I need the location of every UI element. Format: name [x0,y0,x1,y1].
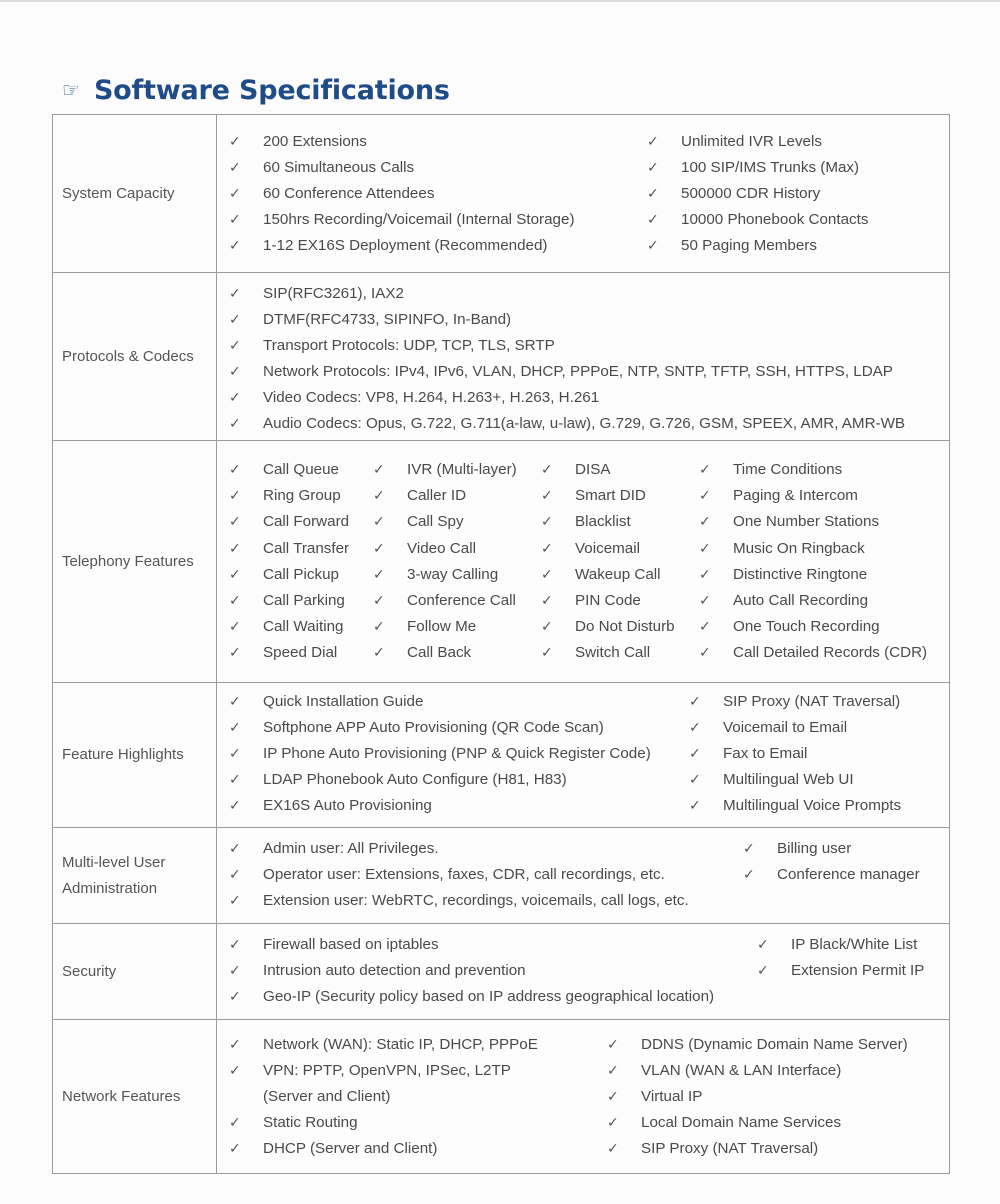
checkmark-icon: ✓ [647,186,659,202]
spec-item-text: Do Not Disturb [575,618,675,636]
spec-item-text: Local Domain Name Services [641,1114,842,1131]
spec-item [743,836,851,862]
row-content [217,273,949,440]
spec-item-text: Billing user [777,840,852,857]
spec-item [689,689,900,715]
spec-item [229,1058,511,1084]
spec-item [229,932,439,958]
spec-item-text: Network (WAN): Static IP, DHCP, PPPoE [263,1036,538,1053]
checkmark-icon: ✓ [229,212,241,228]
spec-item [229,588,345,614]
row-content [217,683,949,827]
checkmark-icon: ✓ [541,514,553,531]
spec-item [373,509,464,535]
spec-item-text: Voicemail [575,539,640,557]
spec-item-text: SIP Proxy (NAT Traversal) [641,1140,819,1157]
checkmark-icon [229,1084,263,1110]
row-label [53,828,217,923]
spec-item [229,457,339,483]
spec-item-text: Audio Codecs: Opus, G.722, G.711(a-law, u-law), G.729, G.726, GSM, SPEEX, AMR, AMR-WB [263,415,906,432]
checkmark-icon: ✓ [607,1063,619,1079]
spec-item-text: Smart DID [575,487,646,505]
spec-row [53,827,949,923]
spec-item-text: Transport Protocols: UDP, TCP, TLS, SRTP [263,337,555,354]
checkmark-icon: ✓ [699,593,711,609]
spec-item-text: IP Phone Auto Provisioning (PNP & Quick Register Code) [263,745,651,762]
spec-row [53,272,949,440]
checkmark-icon: ✓ [699,540,711,557]
spec-item-text: 10000 Phonebook Contacts [681,211,869,228]
checkmark-icon: ✓ [229,798,241,814]
spec-item [373,588,516,614]
checkmark-icon: ✓ [373,593,385,609]
spec-item [689,715,847,741]
spec-item-text: Softphone APP Auto Provisioning (QR Code Scan) [263,719,604,736]
spec-item [229,836,439,862]
checkmark-icon: ✓ [541,645,553,662]
checkmark-icon: ✓ [229,720,241,736]
checkmark-icon: ✓ [229,1037,241,1053]
spec-item-text: Extension Permit IP [791,962,925,979]
checkmark-icon: ✓ [373,462,385,478]
spec-item [541,614,675,640]
spec-item [541,483,646,509]
spec-item [699,483,858,509]
spec-item [541,562,661,588]
spec-item [541,457,610,483]
spec-item-text: Switch Call [575,644,651,662]
spec-item [647,207,868,233]
checkmark-icon: ✓ [229,286,241,302]
checkmark-icon: ✓ [699,645,711,662]
spec-item [541,640,650,666]
checkmark-icon: ✓ [229,963,241,979]
spec-item [229,385,599,411]
checkmark-icon: ✓ [229,338,241,354]
spec-item [229,1110,358,1136]
checkmark-icon: ✓ [229,841,241,857]
spec-item [229,359,893,385]
spec-item [757,958,924,984]
checkmark-icon: ✓ [743,867,755,883]
checkmark-icon: ✓ [689,720,701,736]
spec-item-text: 500000 CDR History [681,185,821,202]
spec-item [699,614,880,640]
spec-item [229,233,547,259]
spec-item [229,862,665,888]
spec-item-text: One Touch Recording [733,618,880,636]
spec-item [647,181,820,207]
spec-item-text: (Server and Client) [263,1088,391,1105]
spec-item [229,689,423,715]
spec-item-text: Call Waiting [263,618,344,636]
spec-item-text: Admin user: All Privileges. [263,840,439,857]
row-label: Feature Highlights [53,683,217,827]
spec-item-text: Quick Installation Guide [263,693,424,710]
spec-item [229,509,349,535]
spec-item [541,509,631,535]
spec-item-text: Distinctive Ringtone [733,565,868,583]
checkmark-icon: ✓ [229,893,241,909]
checkmark-icon: ✓ [229,645,241,662]
checkmark-icon: ✓ [229,364,241,380]
spec-item-text: Auto Call Recording [733,592,869,609]
checkmark-icon: ✓ [373,488,385,505]
spec-item-text: VPN: PPTP, OpenVPN, IPSec, L2TP [263,1062,511,1079]
spec-item [229,333,555,359]
spec-item [607,1058,841,1084]
spec-item-text: Call Transfer [263,539,350,557]
spec-item [229,536,349,562]
spec-item [699,536,865,562]
spec-item [607,1032,908,1058]
spec-item [229,483,341,509]
spec-item [229,411,905,437]
spec-item-text: 100 SIP/IMS Trunks (Max) [681,159,860,176]
pointing-hand-icon: ☞ [62,78,80,102]
spec-item [607,1136,818,1162]
spec-item-text: 50 Paging Members [681,237,817,254]
spec-item [541,536,640,562]
checkmark-icon: ✓ [699,619,711,636]
spec-item-text: Music On Ringback [733,539,865,557]
checkmark-icon: ✓ [541,593,553,609]
specifications-table [52,114,950,1174]
spec-item [689,767,854,793]
spec-item [373,457,517,483]
spec-item-text: 200 Extensions [263,133,367,150]
spec-item-text: Speed Dial [263,644,338,662]
checkmark-icon: ✓ [607,1115,619,1131]
checkmark-icon: ✓ [229,989,241,1005]
spec-item-text: Voicemail to Email [723,719,848,736]
checkmark-icon: ✓ [541,540,553,557]
spec-item-text: Geo-IP (Security policy based on IP address geographical location) [263,988,715,1005]
section-heading [62,72,450,108]
spec-item-text: Call Forward [263,513,350,531]
spec-item [229,281,404,307]
spec-item-text: Paging & Intercom [733,487,858,505]
spec-item-text: Fax to Email [723,745,808,762]
spec-item-text: Intrusion auto detection and prevention [263,962,526,979]
checkmark-icon: ✓ [541,488,553,505]
checkmark-icon: ✓ [689,694,701,710]
spec-item [689,793,901,819]
spec-row [53,440,949,682]
spec-item-text: DDNS (Dynamic Domain Name Server) [641,1036,908,1053]
checkmark-icon: ✓ [229,540,241,557]
checkmark-icon: ✓ [607,1141,619,1157]
checkmark-icon: ✓ [229,488,241,505]
spec-item [229,793,432,819]
checkmark-icon: ✓ [373,540,385,557]
checkmark-icon: ✓ [689,746,701,762]
spec-item-text: Call Spy [407,513,464,531]
spec-item [743,862,920,888]
spec-item [229,640,337,666]
checkmark-icon: ✓ [757,963,769,979]
top-rule [0,0,1000,2]
spec-item [229,562,339,588]
checkmark-icon: ✓ [689,772,701,788]
spec-item-text: DHCP (Server and Client) [263,1140,438,1157]
checkmark-icon: ✓ [229,746,241,762]
spec-row [53,923,949,1019]
spec-item-text: IVR (Multi-layer) [407,461,517,478]
checkmark-icon: ✓ [699,462,711,478]
checkmark-icon: ✓ [229,160,241,176]
checkmark-icon: ✓ [229,566,241,583]
checkmark-icon: ✓ [607,1089,619,1105]
spec-item [699,562,867,588]
checkmark-icon: ✓ [229,134,241,150]
spec-item [229,207,575,233]
spec-item-text: Follow Me [407,618,477,636]
checkmark-icon: ✓ [541,566,553,583]
spec-item-text: Multilingual Voice Prompts [723,797,902,814]
spec-item [647,129,822,155]
spec-item [229,1032,538,1058]
spec-row [53,115,949,272]
spec-item [229,741,651,767]
checkmark-icon: ✓ [229,1141,241,1157]
spec-item-text: DISA [575,461,611,478]
spec-row [53,1019,949,1173]
spec-item-text: Call Detailed Records (CDR) [733,644,928,662]
spec-item [373,562,498,588]
row-label: Telephony Features [53,441,217,682]
row-content [217,115,949,272]
checkmark-icon: ✓ [647,238,659,254]
spec-item-text: Call Parking [263,592,345,609]
spec-item-text: VLAN (WAN & LAN Interface) [641,1062,842,1079]
checkmark-icon: ✓ [607,1037,619,1053]
spec-item [229,1084,390,1110]
spec-item [229,958,526,984]
checkmark-icon: ✓ [647,212,659,228]
spec-item [373,483,466,509]
spec-item [699,640,927,666]
checkmark-icon: ✓ [229,186,241,202]
spec-item [607,1084,702,1110]
spec-item-text: SIP(RFC3261), IAX2 [263,285,404,302]
spec-item-text: Time Conditions [733,461,843,478]
spec-item [699,509,879,535]
spec-item [373,640,471,666]
row-label: System Capacity [53,115,217,272]
checkmark-icon: ✓ [229,1063,241,1079]
row-content [217,828,949,923]
spec-item-text: Operator user: Extensions, faxes, CDR, call recordings, etc. [263,866,665,883]
spec-item [229,767,567,793]
spec-item [229,307,511,333]
row-label: Protocols & Codecs [53,273,217,440]
spec-item [647,233,817,259]
spec-item [229,1136,437,1162]
checkmark-icon: ✓ [757,937,769,953]
spec-item-text: Call Back [407,644,472,662]
spec-item [607,1110,841,1136]
spec-item [229,181,434,207]
spec-item [699,588,868,614]
row-label-line: Multi-level User [62,853,166,871]
checkmark-icon: ✓ [373,566,385,583]
spec-item-text: Unlimited IVR Levels [681,133,822,150]
spec-item [229,155,414,181]
page-title: Software Specifications [93,74,450,106]
spec-item-text: Conference Call [407,592,516,609]
row-content [217,924,949,1019]
spec-item [373,614,476,640]
checkmark-icon: ✓ [229,867,241,883]
spec-item-text: Video Codecs: VP8, H.264, H.263+, H.263, H.261 [263,389,600,406]
spec-item-text: DTMF(RFC4733, SIPINFO, In-Band) [263,311,512,328]
spec-item [229,888,689,914]
row-label-line: Administration [62,879,158,897]
row-label: Security [53,924,217,1019]
spec-item [229,984,714,1010]
spec-item-text: IP Black/White List [791,936,918,953]
row-content [217,1020,949,1173]
checkmark-icon: ✓ [229,694,241,710]
spec-item-text: Firewall based on iptables [263,936,439,953]
checkmark-icon: ✓ [699,488,711,505]
spec-item-text: One Number Stations [733,513,880,531]
checkmark-icon: ✓ [373,619,385,636]
spec-item-text: 60 Simultaneous Calls [263,159,415,176]
spec-item-text: 3-way Calling [407,565,499,583]
spec-item [229,614,343,640]
spec-item-text: Video Call [407,539,476,557]
spec-item-text: 60 Conference Attendees [263,185,435,202]
spec-item-text: LDAP Phonebook Auto Configure (H81, H83) [263,771,567,788]
checkmark-icon: ✓ [229,312,241,328]
checkmark-icon: ✓ [229,619,241,636]
spec-item-text: EX16S Auto Provisioning [263,797,432,814]
spec-item-text: Blacklist [575,513,631,531]
spec-item [689,741,807,767]
row-label: Network Features [53,1020,217,1173]
checkmark-icon: ✓ [541,619,553,636]
spec-item-text: SIP Proxy (NAT Traversal) [723,693,901,710]
spec-item [229,715,604,741]
spec-item-text: Conference manager [777,866,920,883]
spec-item [647,155,859,181]
checkmark-icon: ✓ [229,514,241,531]
spec-item-text: Virtual IP [641,1088,703,1105]
spec-item-text: Caller ID [407,487,467,505]
spec-item [541,588,641,614]
spec-item [757,932,917,958]
spec-item-text: Static Routing [263,1114,358,1131]
checkmark-icon: ✓ [743,841,755,857]
spec-item-text: 1-12 EX16S Deployment (Recommended) [263,237,548,254]
checkmark-icon: ✓ [699,566,711,583]
checkmark-icon: ✓ [229,772,241,788]
spec-item [699,457,842,483]
spec-item-text: Network Protocols: IPv4, IPv6, VLAN, DHCP, PPPoE, NTP, SNTP, TFTP, SSH, HTTPS, LDAP [263,363,893,380]
row-content [217,441,949,682]
checkmark-icon: ✓ [541,462,553,478]
spec-item [229,129,367,155]
checkmark-icon: ✓ [373,645,385,662]
checkmark-icon: ✓ [689,798,701,814]
spec-item-text: Call Queue [263,461,339,478]
spec-row [53,682,949,827]
checkmark-icon: ✓ [229,416,241,432]
checkmark-icon: ✓ [229,462,241,478]
spec-item [373,536,476,562]
checkmark-icon: ✓ [229,390,241,406]
checkmark-icon: ✓ [373,514,385,531]
spec-item-text: Ring Group [263,487,341,505]
spec-item-text: PIN Code [575,592,641,609]
spec-item-text: Call Pickup [263,565,339,583]
spec-item-text: 150hrs Recording/Voicemail (Internal Storage) [263,211,575,228]
spec-item-text: Multilingual Web UI [723,771,854,788]
checkmark-icon: ✓ [647,160,659,176]
checkmark-icon: ✓ [229,593,241,609]
checkmark-icon: ✓ [647,134,659,150]
checkmark-icon: ✓ [229,1115,241,1131]
checkmark-icon: ✓ [229,238,241,254]
spec-item-text: Wakeup Call [575,565,661,583]
checkmark-icon: ✓ [699,514,711,531]
spec-item-text: Extension user: WebRTC, recordings, voicemails, call logs, etc. [263,892,689,909]
checkmark-icon: ✓ [229,937,241,953]
